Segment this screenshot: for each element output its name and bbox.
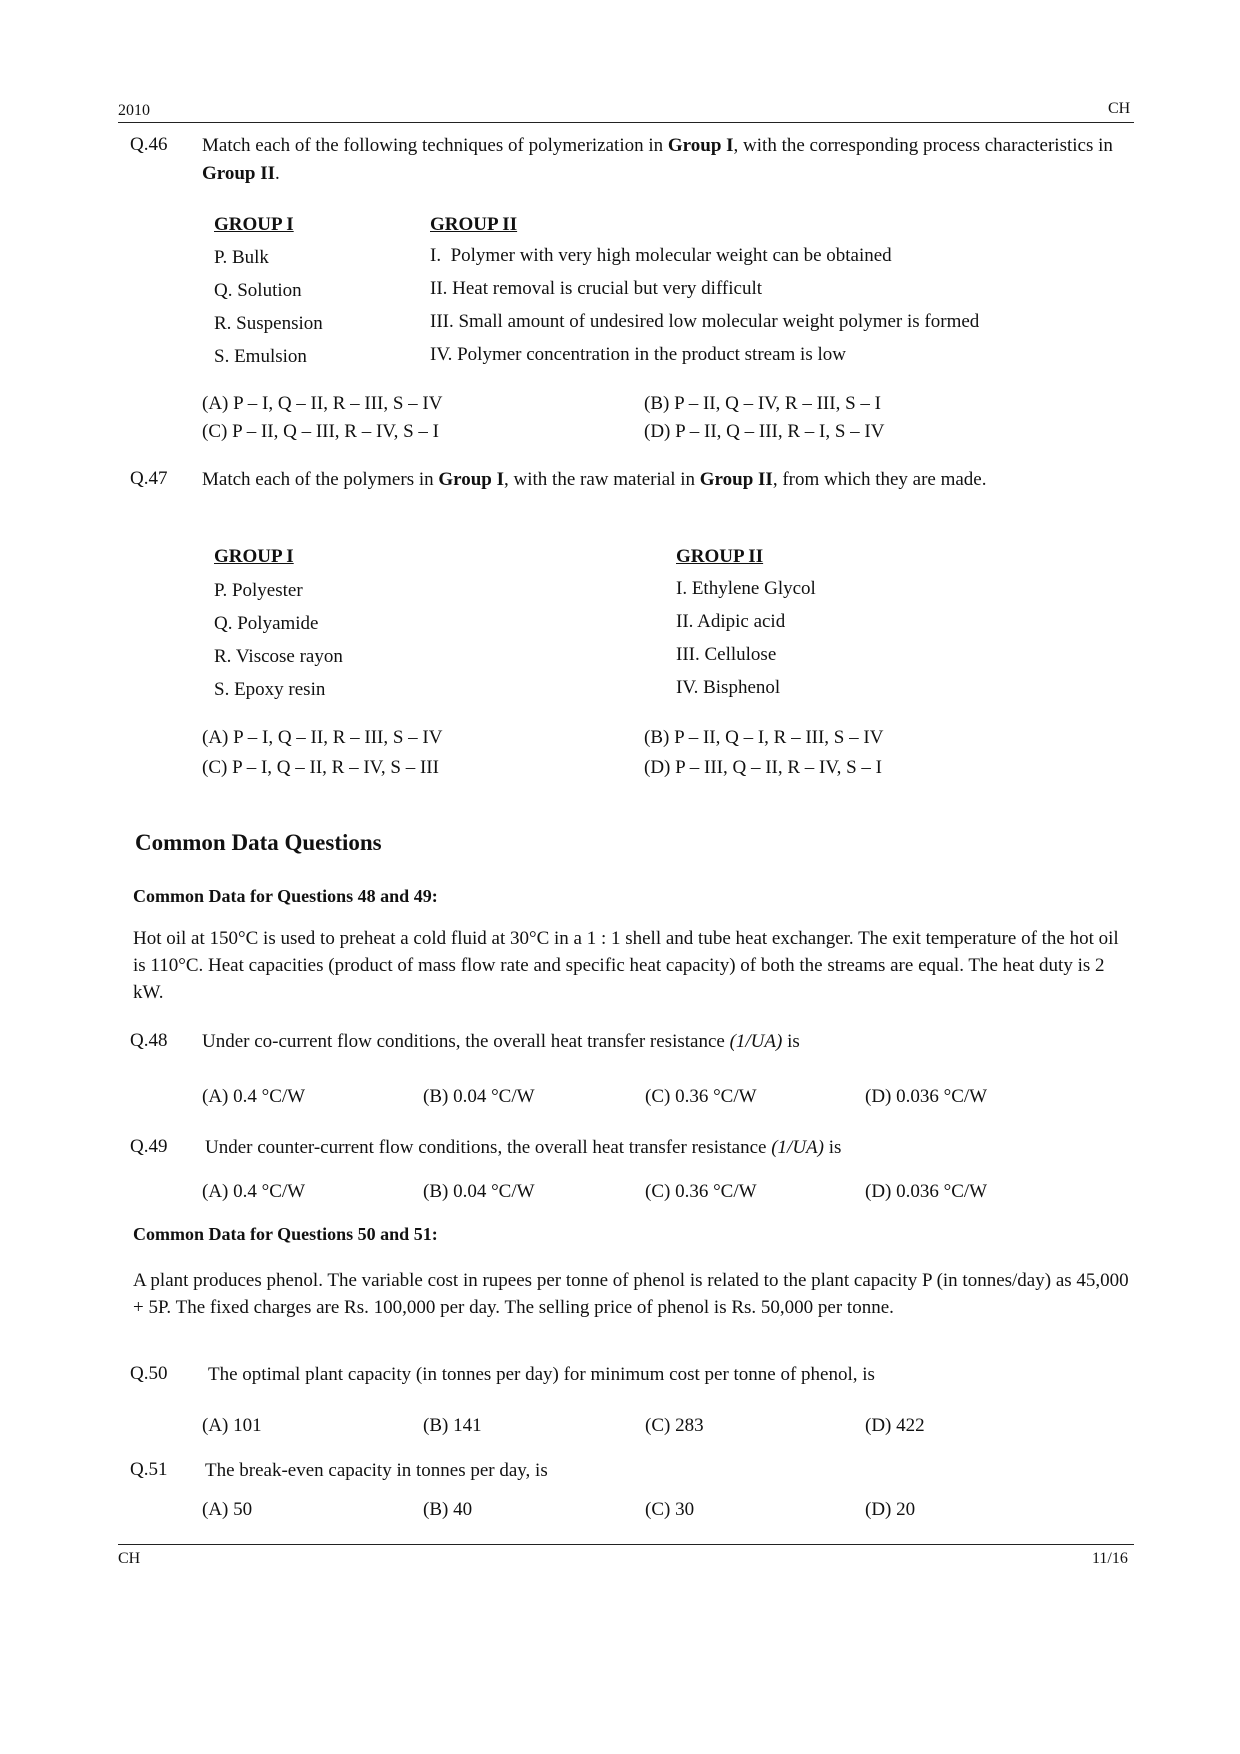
q46-option-a: (A) P – I, Q – II, R – III, S – IV: [202, 393, 443, 414]
q46-option-b: (B) P – II, Q – IV, R – III, S – I: [644, 393, 881, 414]
q48-formula: (1/UA): [729, 1031, 783, 1052]
q47-group1-item: R. Viscose rayon: [214, 646, 343, 667]
q50-number: Q.50: [130, 1363, 168, 1384]
q46-text: Match each of the following techniques of polymerization in Group I, with the corresponding process characteristics in Group II.: [202, 135, 1113, 184]
q49-option-c: (C) 0.36 °C/W: [645, 1181, 757, 1202]
q48-option-b: (B) 0.04 °C/W: [423, 1086, 535, 1107]
q48-option-c: (C) 0.36 °C/W: [645, 1086, 757, 1107]
page-number: 11/16: [1092, 1550, 1128, 1567]
q47-group2-item: III. Cellulose: [676, 644, 777, 665]
q51-option-a: (A) 50: [202, 1499, 253, 1520]
q47-option-a: (A) P – I, Q – II, R – III, S – IV: [202, 727, 443, 748]
q49-option-a: (A) 0.4 °C/W: [202, 1181, 306, 1202]
header-rule: [118, 122, 1134, 123]
q46-group2-item: II. Heat removal is crucial but very difficult: [430, 278, 763, 299]
q47-option-c: (C) P – I, Q – II, R – IV, S – III: [202, 757, 439, 778]
q47-text: Match each of the polymers in Group I, with the raw material in Group II, from which they are made.: [202, 469, 987, 490]
q51-option-b: (B) 40: [423, 1499, 473, 1520]
footer-code: CH: [118, 1550, 141, 1567]
q47-group2-item: IV. Bisphenol: [676, 677, 781, 698]
common-data-1-heading: Common Data for Questions 48 and 49:: [133, 886, 438, 906]
q51-text: The break-even capacity in tonnes per day, is: [205, 1460, 548, 1481]
q46-option-d: (D) P – II, Q – III, R – I, S – IV: [644, 421, 885, 442]
q46-group1-item: Q. Solution: [214, 280, 302, 301]
footer-rule: [118, 1544, 1134, 1545]
q48-number: Q.48: [130, 1030, 168, 1051]
q49-formula: (1/UA): [771, 1137, 824, 1158]
q46-group1-item: S. Emulsion: [214, 346, 307, 367]
q51-option-c: (C) 30: [645, 1499, 695, 1520]
q47-group1-item: Q. Polyamide: [214, 613, 319, 634]
q48-text: Under co-current flow conditions, the overall heat transfer resistance (1/UA) is: [202, 1031, 800, 1052]
q47-option-d: (D) P – III, Q – II, R – IV, S – I: [644, 757, 883, 778]
q47-group2-item: I. Ethylene Glycol: [676, 578, 816, 599]
q51-number: Q.51: [130, 1459, 168, 1480]
q46-group1-heading: GROUP I: [214, 214, 294, 235]
q47-group2-item: II. Adipic acid: [676, 611, 786, 632]
q46-group2-heading: GROUP II: [430, 214, 518, 235]
q50-option-d: (D) 422: [865, 1415, 925, 1436]
q47-group1-item: P. Polyester: [214, 580, 303, 601]
q49-text: Under counter-current flow conditions, the overall heat transfer resistance (1/UA) is: [205, 1137, 842, 1158]
q48-option-d: (D) 0.036 °C/W: [865, 1086, 988, 1107]
q47-option-b: (B) P – II, Q – I, R – III, S – IV: [644, 727, 884, 748]
q46-number: Q.46: [130, 134, 168, 155]
q46-group2-item: IV. Polymer concentration in the product stream is low: [430, 344, 846, 365]
q50-option-a: (A) 101: [202, 1415, 262, 1436]
q46-group2-item: III. Small amount of undesired low molecular weight polymer is formed: [430, 311, 980, 332]
common-data-2-text: A plant produces phenol. The variable cost in rupees per tonne of phenol is related to the plant capacity P (in tonnes/day) as 45,000 + 5P. The fixed charges are Rs. 100,000 per day. The selling price of phenol is Rs. 50,000 per tonne.: [133, 1270, 1129, 1318]
q51-option-d: (D) 20: [865, 1499, 916, 1520]
q46-group1-item: P. Bulk: [214, 247, 269, 268]
common-data-1-text: Hot oil at 150°C is used to preheat a cold fluid at 30°C in a 1 : 1 shell and tube heat exchanger. The exit temperature of the hot oil is 110°C. Heat capacities (product of mass flow rate and specific heat capacity) of both the streams are equal. The heat duty is 2 kW.: [133, 928, 1119, 1003]
q47-group1-heading: GROUP I: [214, 546, 294, 567]
q49-option-d: (D) 0.036 °C/W: [865, 1181, 988, 1202]
q50-text: The optimal plant capacity (in tonnes per day) for minimum cost per tonne of phenol, is: [208, 1364, 875, 1385]
common-data-2-heading: Common Data for Questions 50 and 51:: [133, 1224, 438, 1244]
q46-option-c: (C) P – II, Q – III, R – IV, S – I: [202, 421, 439, 442]
q46-group1-item: R. Suspension: [214, 313, 323, 334]
header-code: CH: [1108, 100, 1131, 117]
q50-option-c: (C) 283: [645, 1415, 704, 1436]
q49-number: Q.49: [130, 1136, 168, 1157]
q47-group1-item: S. Epoxy resin: [214, 679, 326, 700]
q46-group2-item: I. Polymer with very high molecular weight can be obtained: [430, 245, 892, 266]
q47-number: Q.47: [130, 468, 168, 489]
section-title: Common Data Questions: [135, 830, 382, 855]
q48-option-a: (A) 0.4 °C/W: [202, 1086, 306, 1107]
q49-option-b: (B) 0.04 °C/W: [423, 1181, 535, 1202]
q50-option-b: (B) 141: [423, 1415, 482, 1436]
header-year: 2010: [118, 102, 150, 119]
q47-group2-heading: GROUP II: [676, 546, 764, 567]
